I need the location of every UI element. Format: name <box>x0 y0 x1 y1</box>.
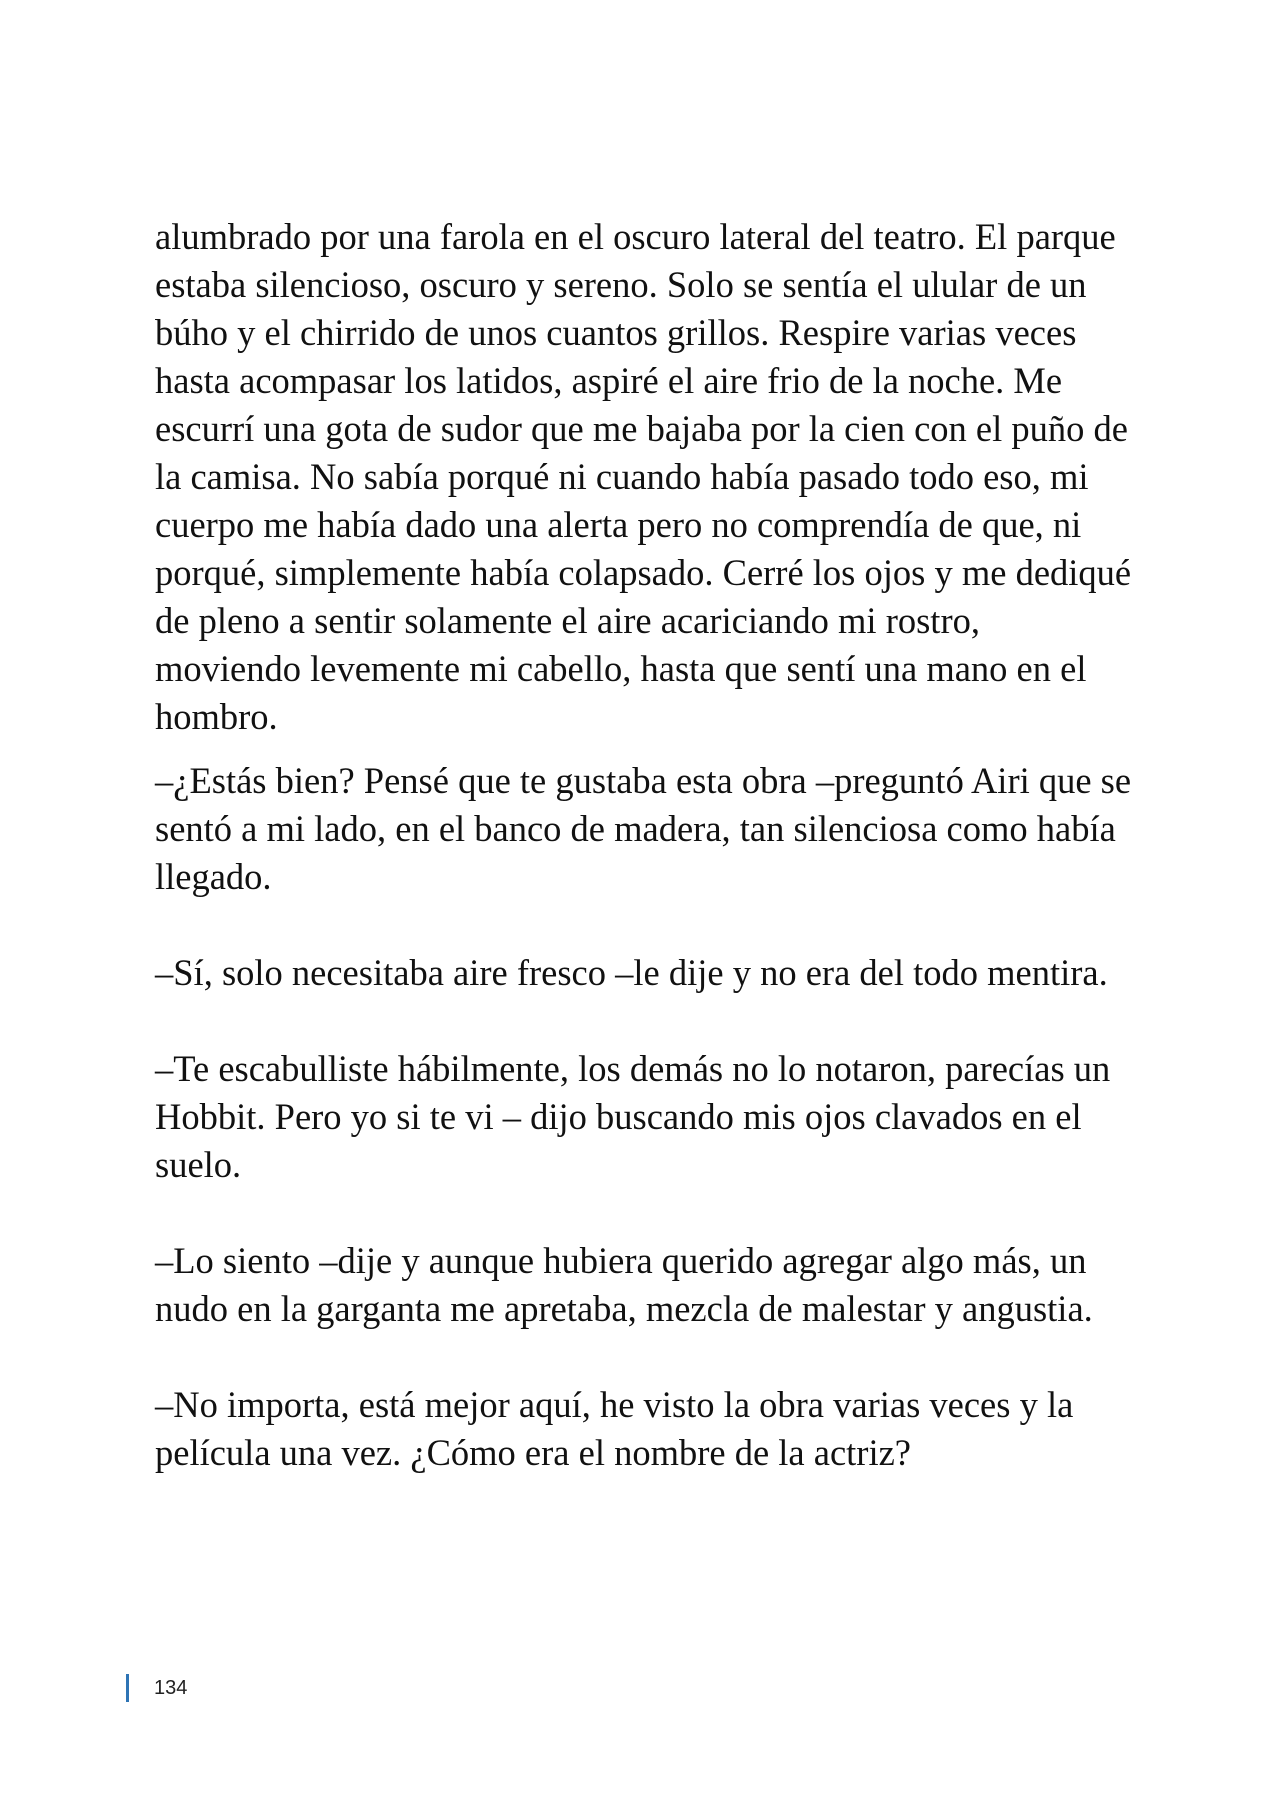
folio-accent-bar <box>126 1674 129 1702</box>
paragraph-narration: alumbrado por una farola en el oscuro lateral del teatro. El parque estaba silencioso, oscuro y sereno. Solo se sentía el ulular de un búho y el chirrido de unos cuantos grillos. Respire varias veces hasta acompasar los latidos, aspiré el aire frio de la noche. Me escurrí una gota de sudor que me bajaba por la cien con el puño de la camisa. No sabía porqué ni cuando había pasado todo eso, mi cuerpo me había dado una alerta pero no comprendía de que, ni porqué, simplemente había colapsado. Cerré los ojos y me dediqué de pleno a sentir solamente el aire acariciando mi rostro, moviendo levemente mi cabello, hasta que sentí una mano en el hombro. <box>155 216 1132 737</box>
paragraph-dialogue: –No importa, está mejor aquí, he visto la obra varias veces y la película una vez. ¿Cómo era el nombre de la actriz? <box>155 1384 1074 1473</box>
paragraph-dialogue: –Te escabulliste hábilmente, los demás no lo notaron, parecías un Hobbit. Pero yo si te vi – dijo buscando mis ojos clavados en el suelo. <box>155 1048 1111 1185</box>
paragraph-dialogue: –Sí, solo necesitaba aire fresco –le dije y no era del todo mentira. <box>155 952 1108 993</box>
body-text <box>155 213 1135 1477</box>
page-number: 134 <box>154 1676 188 1699</box>
paragraph-dialogue: –Lo siento –dije y aunque hubiera querido agregar algo más, un nudo en la garganta me apretaba, mezcla de malestar y angustia. <box>155 1240 1093 1329</box>
page-footer <box>126 1673 187 1703</box>
paragraph-dialogue: –¿Estás bien? Pensé que te gustaba esta obra –preguntó Airi que se sentó a mi lado, en el banco de madera, tan silenciosa como había llegado. <box>155 760 1132 897</box>
